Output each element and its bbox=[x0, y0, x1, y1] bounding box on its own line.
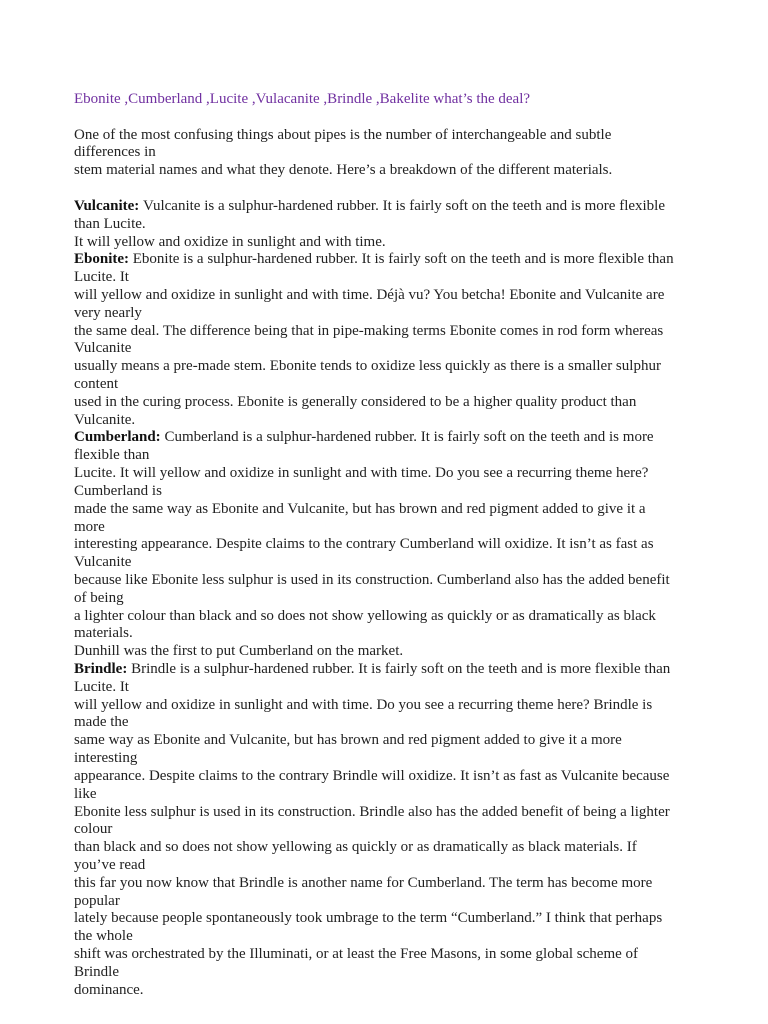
document-body bbox=[74, 91, 754, 999]
section-line: will yellow and oxidize in sunlight and with time. Déjà vu? You betcha! Ebonite and Vulcanite are bbox=[74, 286, 665, 303]
blank-line bbox=[74, 180, 754, 198]
section-line: Ebonite is a sulphur-hardened rubber. It is fairly soft on the teeth and is more flexible than bbox=[132, 251, 674, 268]
section-line: content bbox=[74, 376, 119, 392]
section-first-line bbox=[74, 429, 754, 447]
section-line: It will yellow and oxidize in sunlight and with time. bbox=[74, 233, 386, 250]
section-first-line bbox=[74, 661, 754, 679]
section-line: Ebonite less sulphur is used in its construction. Brindle also has the added benefit of being a lighter bbox=[74, 803, 670, 820]
section-line: you’ve read bbox=[74, 856, 146, 873]
section-brindle bbox=[74, 661, 754, 999]
section-line: than Lucite. bbox=[74, 215, 146, 232]
section-cumberland bbox=[74, 429, 754, 661]
section-line: used in the curing process. Ebonite is generally considered to be a higher quality product than bbox=[74, 393, 637, 410]
section-line: the whole bbox=[74, 928, 133, 945]
section-label: Ebonite: bbox=[74, 251, 130, 268]
section-line: Brindle bbox=[74, 963, 119, 980]
intro-line: stem material names and what they denote. Here’s a breakdown of the different materials. bbox=[74, 162, 613, 179]
section-line: Brindle is a sulphur-hardened rubber. It is fairly soft on the teeth and is more flexible than bbox=[131, 661, 671, 677]
section-line: colour bbox=[74, 821, 113, 838]
section-line: the same deal. The difference being that in pipe-making terms Ebonite comes in rod form whereas bbox=[74, 322, 664, 339]
section-first-line bbox=[74, 198, 754, 216]
section-line: same way as Ebonite and Vulcanite, but has brown and red pigment added to give it a more bbox=[74, 732, 622, 749]
section-line: Vulcanite bbox=[74, 340, 132, 357]
section-line: popular bbox=[74, 892, 120, 909]
section-line: made the same way as Ebonite and Vulcanite, but has brown and red pigment added to give it a bbox=[74, 500, 646, 517]
section-line: Vulcanite is a sulphur-hardened rubber. It is fairly soft on the teeth and is more flexible bbox=[143, 197, 666, 214]
section-line: appearance. Despite claims to the contrary Brindle will oxidize. It isn’t as fast as Vulcanite because bbox=[74, 767, 670, 784]
section-label: Vulcanite: bbox=[74, 197, 140, 214]
section-line: Vulcanite bbox=[74, 554, 132, 571]
section-line: very nearly bbox=[74, 304, 142, 321]
section-line: Vulcanite. bbox=[74, 411, 136, 428]
section-line: made the bbox=[74, 714, 129, 731]
section-line: Lucite. It will yellow and oxidize in sunlight and with time. Do you see a recurring theme here? bbox=[74, 465, 649, 482]
section-line: because like Ebonite less sulphur is used in its construction. Cumberland also has the added benefit bbox=[74, 571, 670, 588]
section-line: dominance. bbox=[74, 981, 144, 998]
section-line: Cumberland is a sulphur-hardened rubber. It is fairly soft on the teeth and is more bbox=[164, 429, 654, 446]
section-line: Lucite. It bbox=[74, 678, 129, 695]
section-line: more bbox=[74, 518, 105, 535]
section-line: Dunhill was the first to put Cumberland on the market. bbox=[74, 643, 404, 660]
section-label: Cumberland: bbox=[74, 429, 161, 446]
section-ebonite bbox=[74, 251, 754, 429]
section-line: interesting appearance. Despite claims to the contrary Cumberland will oxidize. It isn’t as fast as bbox=[74, 536, 654, 553]
section-line: lately because people spontaneously took umbrage to the term “Cumberland.” I think that perhaps bbox=[74, 910, 663, 927]
section-line: interesting bbox=[74, 750, 138, 767]
section-line: flexible than bbox=[74, 447, 150, 464]
section-first-line bbox=[74, 251, 754, 269]
section-line: Cumberland is bbox=[74, 482, 162, 499]
intro-line: differences in bbox=[74, 144, 156, 161]
section-line: shift was orchestrated by the Illuminati, or at least the Free Masons, in some global scheme of bbox=[74, 946, 639, 962]
document-title: Ebonite ,Cumberland ,Lucite ,Vulacanite ,Brindle ,Bakelite what’s the deal? bbox=[74, 91, 531, 107]
section-line: than black and so does not show yellowing as quickly or as dramatically as black materials. If bbox=[74, 839, 637, 856]
section-label: Brindle: bbox=[74, 661, 128, 677]
section-line: Lucite. It bbox=[74, 269, 129, 286]
section-line: a lighter colour than black and so does not show yellowing as quickly or as dramatically as black bbox=[74, 607, 656, 624]
intro-paragraph bbox=[74, 127, 754, 180]
section-vulcanite bbox=[74, 198, 754, 251]
intro-line: One of the most confusing things about pipes is the number of interchangeable and subtle bbox=[74, 126, 612, 143]
blank-line bbox=[74, 109, 754, 127]
section-line: will yellow and oxidize in sunlight and with time. Do you see a recurring theme here? Brindle is bbox=[74, 696, 653, 713]
section-line: this far you now know that Brindle is another name for Cumberland. The term has become more bbox=[74, 874, 653, 891]
section-line: usually means a pre-made stem. Ebonite tends to oxidize less quickly as there is a smaller sulphur bbox=[74, 358, 661, 375]
section-line: materials. bbox=[74, 625, 133, 642]
section-line: of being bbox=[74, 589, 124, 606]
section-line: like bbox=[74, 785, 97, 802]
